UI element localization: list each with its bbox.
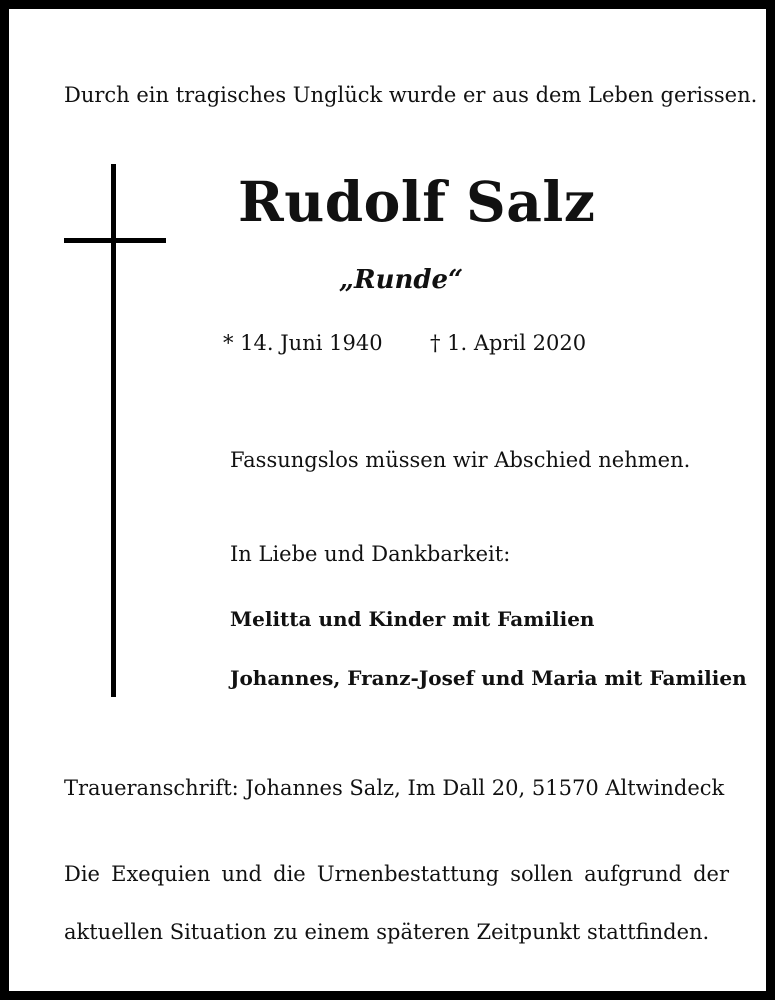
intro-line: Durch ein tragisches Unglück wurde er aus dem Leben gerissen. (64, 83, 758, 107)
cross-icon-crossbar (64, 238, 166, 243)
mourning-address: Traueranschrift: Johannes Salz, Im Dall 20, 51570 Altwindeck (64, 776, 725, 800)
death-date: † 1. April 2020 (430, 331, 587, 355)
deceased-nickname: „Runde“ (339, 265, 464, 295)
mourner-line: Melitta und Kinder mit Familien (230, 607, 595, 631)
mourner-line: Johannes, Franz-Josef und Maria mit Familien (230, 666, 747, 690)
farewell-line: Fassungslos müssen wir Abschied nehmen. (230, 448, 691, 472)
birth-date: * 14. Juni 1940 (223, 331, 383, 355)
cross-icon (111, 164, 116, 697)
deceased-name: Rudolf Salz (238, 169, 596, 234)
closing-line: In Liebe und Dankbarkeit: (230, 542, 511, 566)
funeral-notice: Die Exequien und die Urnenbestattung sollen aufgrund der aktuellen Situation zu einem späteren Zeitpunkt stattfinden. (64, 862, 729, 944)
